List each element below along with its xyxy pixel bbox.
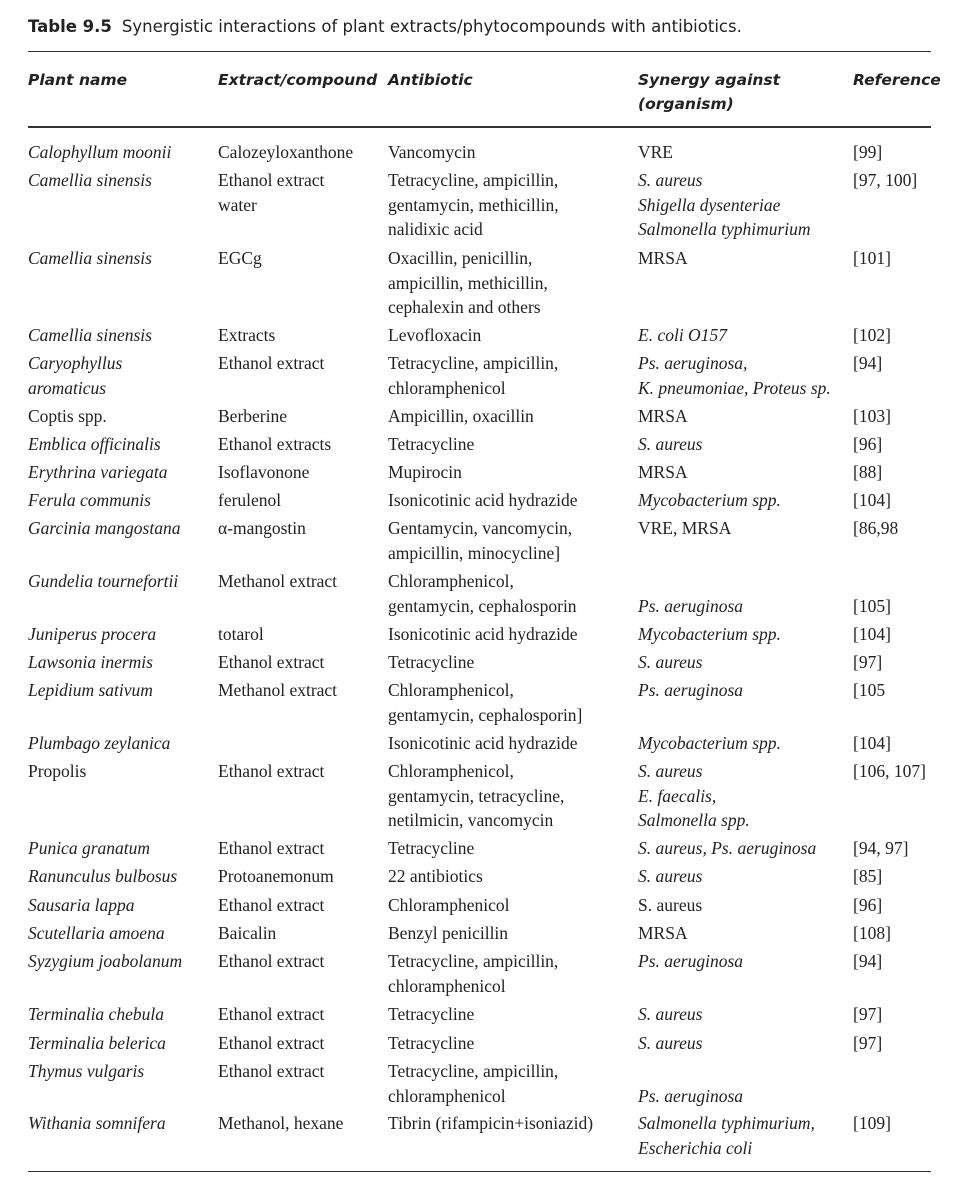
- bottom-rule: [28, 1171, 931, 1172]
- cell-line: Withania somnifera: [28, 1113, 166, 1133]
- cell-line: cephalexin and others: [388, 297, 541, 317]
- extract-cell: [218, 323, 275, 348]
- cell-line: S. aureus: [638, 1033, 703, 1053]
- cell-line: Tetracycline: [388, 838, 475, 858]
- cell-line: Tetracycline, ampicillin,: [388, 170, 559, 190]
- cell-line: Ps. aeruginosa: [638, 680, 743, 700]
- cell-line: Camellia sinensis: [28, 248, 152, 268]
- extract-cell: [218, 246, 262, 271]
- cell-line: Tetracycline: [388, 434, 475, 454]
- cell-line: EGCg: [218, 248, 262, 268]
- cell-line: Baicalin: [218, 923, 277, 943]
- cell-line: Berberine: [218, 406, 287, 426]
- extract-cell: [218, 921, 276, 946]
- table-number: Table 9.5: [28, 17, 112, 36]
- plant-name-cell: [28, 650, 153, 675]
- column-header-line: Plant name: [28, 71, 128, 89]
- plant-name-cell: [28, 1059, 144, 1084]
- reference-cell: [853, 488, 891, 513]
- column-header: [218, 68, 377, 92]
- antibiotic-cell: [388, 731, 578, 756]
- organism-cell: [638, 432, 703, 457]
- plant-name-cell: [28, 140, 171, 165]
- extract-cell: [218, 488, 281, 513]
- column-header-line: Antibiotic: [388, 71, 473, 89]
- extract-cell: [218, 168, 324, 217]
- cell-line: Tetracycline: [388, 652, 475, 672]
- cell-line: [97]: [853, 1004, 883, 1024]
- cell-line: Ps. aeruginosa: [638, 951, 743, 971]
- cell-line: K. pneumoniae, Proteus sp.: [638, 377, 831, 398]
- cell-line: Terminalia chebula: [28, 1004, 164, 1024]
- cell-line: MRSA: [638, 462, 688, 482]
- plant-name-cell: [28, 488, 151, 513]
- antibiotic-cell: [388, 351, 558, 400]
- cell-line: S. aureus, Ps. aeruginosa: [638, 838, 817, 858]
- plant-name-cell: [28, 622, 156, 647]
- cell-line: [102]: [853, 325, 891, 345]
- cell-line: Shigella dysenteriae: [638, 194, 781, 215]
- antibiotic-cell: [388, 949, 558, 998]
- antibiotic-cell: [388, 140, 475, 165]
- cell-line: Calozeyloxanthone: [218, 142, 354, 162]
- cell-line: [94, 97]: [853, 838, 909, 858]
- cell-line: gentamycin, tetracycline,: [388, 785, 565, 806]
- cell-line: [96]: [853, 434, 883, 454]
- antibiotic-cell: [388, 1002, 474, 1027]
- antibiotic-cell: [388, 168, 559, 242]
- cell-line: [105]: [853, 595, 891, 616]
- antibiotic-cell: [388, 246, 548, 320]
- cell-line: VRE, MRSA: [638, 518, 732, 538]
- cell-line: Vancomycin: [388, 142, 476, 162]
- cell-line: Mycobacterium spp.: [638, 624, 781, 644]
- cell-line: [94]: [853, 353, 883, 373]
- cell-line: Ethanol extract: [218, 761, 325, 781]
- cell-line: Tetracycline: [388, 1004, 475, 1024]
- organism-cell: [638, 488, 781, 513]
- cell-line: Protoanemonum: [218, 866, 334, 886]
- cell-line: [86,98: [853, 518, 899, 538]
- cell-line: Ethanol extract: [218, 652, 325, 672]
- plant-name-cell: [28, 323, 152, 348]
- cell-line: Ethanol extract: [218, 353, 325, 373]
- cell-line: [88]: [853, 462, 883, 482]
- extract-cell: [218, 759, 324, 784]
- reference-cell: [853, 893, 882, 918]
- cell-line: [638, 569, 743, 594]
- cell-line: E. coli O157: [638, 325, 727, 345]
- organism-cell: [638, 759, 750, 833]
- cell-line: Ethanol extract: [218, 1061, 325, 1081]
- extract-cell: [218, 351, 324, 376]
- plant-name-cell: [28, 1031, 166, 1056]
- plant-name-cell: [28, 836, 150, 861]
- cell-line: gentamycin, methicillin,: [388, 194, 559, 215]
- cell-line: Tetracycline, ampicillin,: [388, 353, 559, 373]
- cell-line: aromaticus: [28, 377, 107, 398]
- plant-name-cell: [28, 921, 165, 946]
- plant-name-cell: [28, 569, 178, 594]
- reference-cell: [853, 1111, 891, 1136]
- cell-line: Ethanol extract: [218, 895, 325, 915]
- reference-cell: [853, 168, 917, 193]
- cell-line: Chloramphenicol: [388, 895, 510, 915]
- cell-line: Mycobacterium spp.: [638, 490, 781, 510]
- organism-cell: [638, 516, 731, 541]
- organism-cell: [638, 921, 688, 946]
- cell-line: Isonicotinic acid hydrazide: [388, 624, 578, 644]
- cell-line: Ps. aeruginosa: [638, 595, 743, 616]
- column-header: [388, 68, 473, 92]
- cell-line: Chloramphenicol,: [388, 571, 514, 591]
- cell-line: Tetracycline: [388, 1033, 475, 1053]
- reference-cell: [853, 460, 882, 485]
- reference-cell: [853, 650, 882, 675]
- cell-line: [105: [853, 680, 886, 700]
- cell-line: chloramphenicol: [388, 377, 506, 398]
- cell-line: Isoflavonone: [218, 462, 310, 482]
- cell-line: MRSA: [638, 406, 688, 426]
- reference-cell: [853, 921, 891, 946]
- cell-line: Chloramphenicol,: [388, 680, 514, 700]
- cell-line: Gundelia tournefortii: [28, 571, 179, 591]
- extract-cell: [218, 140, 353, 165]
- cell-line: Chloramphenicol,: [388, 761, 514, 781]
- cell-line: Ethanol extract: [218, 951, 325, 971]
- cell-line: [218, 731, 222, 756]
- reference-cell: [853, 1002, 882, 1027]
- cell-line: Ethanol extract: [218, 1033, 325, 1053]
- cell-line: [104]: [853, 733, 891, 753]
- cell-line: totarol: [218, 624, 264, 644]
- extract-cell: [218, 1002, 324, 1027]
- reference-cell: [853, 140, 882, 165]
- cell-line: Oxacillin, penicillin,: [388, 248, 533, 268]
- reference-cell: [853, 836, 908, 861]
- cell-line: ampicillin, minocycline]: [388, 542, 561, 563]
- cell-line: Extracts: [218, 325, 276, 345]
- antibiotic-cell: [388, 460, 462, 485]
- cell-line: Calophyllum moonii: [28, 142, 172, 162]
- extract-cell: [218, 731, 222, 756]
- cell-line: Levofloxacin: [388, 325, 482, 345]
- cell-line: Escherichia coli: [638, 1137, 753, 1158]
- cell-line: Mycobacterium spp.: [638, 733, 781, 753]
- antibiotic-cell: [388, 921, 508, 946]
- organism-cell: [638, 246, 688, 271]
- organism-cell: [638, 323, 727, 348]
- extract-cell: [218, 460, 309, 485]
- cell-line: [97]: [853, 1033, 883, 1053]
- antibiotic-cell: [388, 650, 474, 675]
- organism-cell: [638, 1002, 703, 1027]
- cell-line: S. aureus: [638, 170, 703, 190]
- column-header: [853, 68, 941, 92]
- cell-line: [97]: [853, 652, 883, 672]
- antibiotic-cell: [388, 1059, 558, 1108]
- extract-cell: [218, 516, 306, 541]
- cell-line: [97, 100]: [853, 170, 918, 190]
- cell-line: S. aureus: [638, 434, 703, 454]
- antibiotic-cell: [388, 323, 481, 348]
- cell-line: MRSA: [638, 248, 688, 268]
- reference-cell: [853, 323, 891, 348]
- cell-line: Camellia sinensis: [28, 170, 152, 190]
- reference-cell: [853, 516, 898, 541]
- column-header-line: Extract/compound: [218, 71, 378, 89]
- reference-cell: [853, 569, 891, 618]
- antibiotic-cell: [388, 893, 510, 918]
- cell-line: Ferula communis: [28, 490, 151, 510]
- cell-line: Tetracycline, ampicillin,: [388, 951, 559, 971]
- cell-line: netilmicin, vancomycin: [388, 810, 554, 830]
- plant-name-cell: [28, 516, 180, 541]
- organism-cell: [638, 168, 811, 242]
- cell-line: [96]: [853, 895, 883, 915]
- antibiotic-cell: [388, 836, 474, 861]
- extract-cell: [218, 864, 334, 889]
- cell-line: Plumbago zeylanica: [28, 733, 171, 753]
- column-header-line: Synergy against: [638, 71, 781, 89]
- plant-name-cell: [28, 246, 152, 271]
- extract-cell: [218, 650, 324, 675]
- antibiotic-cell: [388, 622, 578, 647]
- plant-name-cell: [28, 404, 107, 429]
- column-header-line: Reference: [853, 71, 941, 89]
- cell-line: S. aureus: [638, 895, 703, 915]
- extract-cell: [218, 404, 287, 429]
- plant-name-cell: [28, 351, 122, 400]
- organism-cell: [638, 1111, 815, 1160]
- cell-line: [108]: [853, 923, 891, 943]
- antibiotic-cell: [388, 678, 582, 727]
- extract-cell: [218, 1059, 324, 1084]
- cell-line: nalidixic acid: [388, 219, 483, 239]
- cell-line: [99]: [853, 142, 883, 162]
- antibiotic-cell: [388, 404, 534, 429]
- reference-cell: [853, 1031, 882, 1056]
- cell-line: Ethanol extract: [218, 838, 325, 858]
- cell-line: Scutellaria amoena: [28, 923, 165, 943]
- organism-cell: [638, 404, 688, 429]
- plant-name-cell: [28, 432, 161, 457]
- cell-line: Erythrina variegata: [28, 462, 168, 482]
- plant-name-cell: [28, 1111, 166, 1136]
- extract-cell: [218, 949, 324, 974]
- cell-line: Benzyl penicillin: [388, 923, 509, 943]
- reference-cell: [853, 622, 891, 647]
- cell-line: Salmonella spp.: [638, 810, 750, 830]
- table-caption: [28, 17, 948, 36]
- column-header: [28, 68, 127, 92]
- antibiotic-cell: [388, 569, 577, 618]
- cell-line: Methanol, hexane: [218, 1113, 344, 1133]
- cell-line: Mupirocin: [388, 462, 462, 482]
- organism-cell: [638, 351, 831, 400]
- cell-line: Salmonella typhimurium,: [638, 1113, 815, 1133]
- cell-line: Camellia sinensis: [28, 325, 152, 345]
- cell-line: [94]: [853, 951, 883, 971]
- organism-cell: [638, 893, 702, 918]
- cell-line: Caryophyllus: [28, 353, 123, 373]
- plant-name-cell: [28, 731, 170, 756]
- cell-line: gentamycin, cephalosporin]: [388, 704, 583, 725]
- antibiotic-cell: [388, 1031, 474, 1056]
- cell-line: VRE: [638, 142, 673, 162]
- reference-cell: [853, 1059, 857, 1084]
- cell-line: S. aureus: [638, 761, 703, 781]
- cell-line: Ps. aeruginosa,: [638, 353, 748, 373]
- plant-name-cell: [28, 460, 168, 485]
- cell-line: chloramphenicol: [388, 1085, 506, 1106]
- cell-line: [638, 1059, 743, 1084]
- organism-cell: [638, 460, 688, 485]
- plant-name-cell: [28, 678, 153, 703]
- header-rule: [28, 126, 931, 128]
- reference-cell: [853, 404, 891, 429]
- reference-cell: [853, 351, 882, 376]
- organism-cell: [638, 569, 743, 618]
- organism-cell: [638, 836, 816, 861]
- cell-line: [104]: [853, 624, 891, 644]
- organism-cell: [638, 1059, 743, 1108]
- organism-cell: [638, 622, 781, 647]
- antibiotic-cell: [388, 432, 474, 457]
- organism-cell: [638, 864, 703, 889]
- cell-line: [85]: [853, 866, 883, 886]
- cell-line: α-mangostin: [218, 518, 306, 538]
- extract-cell: [218, 432, 331, 457]
- cell-line: gentamycin, cephalosporin: [388, 595, 577, 616]
- column-header: [638, 68, 780, 116]
- cell-line: Juniperus procera: [28, 624, 157, 644]
- cell-line: Syzygium joabolanum: [28, 951, 183, 971]
- antibiotic-cell: [388, 864, 483, 889]
- reference-cell: [853, 864, 882, 889]
- cell-line: Lepidium sativum: [28, 680, 153, 700]
- cell-line: Thymus vulgaris: [28, 1061, 145, 1081]
- cell-line: Coptis spp.: [28, 406, 107, 426]
- cell-line: Punica granatum: [28, 838, 151, 858]
- cell-line: Isonicotinic acid hydrazide: [388, 490, 578, 510]
- cell-line: E. faecalis,: [638, 785, 717, 806]
- antibiotic-cell: [388, 1111, 593, 1136]
- cell-line: Ps. aeruginosa: [638, 1085, 743, 1106]
- plant-name-cell: [28, 759, 86, 784]
- reference-cell: [853, 678, 885, 703]
- cell-line: Propolis: [28, 761, 87, 781]
- cell-line: [106, 107]: [853, 761, 926, 781]
- cell-line: Tetracycline, ampicillin,: [388, 1061, 559, 1081]
- cell-line: ferulenol: [218, 490, 282, 510]
- table-caption-text: Synergistic interactions of plant extracts/phytocompounds with antibiotics.: [121, 17, 742, 36]
- cell-line: S. aureus: [638, 652, 703, 672]
- cell-line: MRSA: [638, 923, 688, 943]
- cell-line: Ranunculus bulbosus: [28, 866, 178, 886]
- cell-line: Gentamycin, vancomycin,: [388, 518, 573, 538]
- cell-line: S. aureus: [638, 866, 703, 886]
- cell-line: ampicillin, methicillin,: [388, 272, 548, 293]
- cell-line: Methanol extract: [218, 680, 338, 700]
- reference-cell: [853, 949, 882, 974]
- cell-line: Tibrin (rifampicin+isoniazid): [388, 1113, 594, 1133]
- antibiotic-cell: [388, 759, 564, 833]
- reference-cell: [853, 731, 891, 756]
- extract-cell: [218, 569, 337, 594]
- cell-line: Ethanol extract: [218, 1004, 325, 1024]
- organism-cell: [638, 1031, 703, 1056]
- plant-name-cell: [28, 168, 152, 193]
- reference-cell: [853, 246, 891, 271]
- cell-line: [101]: [853, 248, 891, 268]
- cell-line: chloramphenicol: [388, 975, 506, 996]
- extract-cell: [218, 678, 337, 703]
- reference-cell: [853, 759, 926, 784]
- cell-line: [103]: [853, 406, 891, 426]
- antibiotic-cell: [388, 516, 572, 565]
- extract-cell: [218, 622, 264, 647]
- plant-name-cell: [28, 864, 177, 889]
- organism-cell: [638, 678, 743, 703]
- reference-cell: [853, 432, 882, 457]
- cell-line: [104]: [853, 490, 891, 510]
- cell-line: water: [218, 194, 257, 215]
- organism-cell: [638, 949, 743, 974]
- cell-line: Methanol extract: [218, 571, 338, 591]
- cell-line: Terminalia belerica: [28, 1033, 166, 1053]
- cell-line: Ethanol extracts: [218, 434, 332, 454]
- cell-line: Ethanol extract: [218, 170, 325, 190]
- extract-cell: [218, 893, 324, 918]
- cell-line: Sausaria lappa: [28, 895, 135, 915]
- cell-line: [853, 1059, 857, 1084]
- antibiotic-cell: [388, 488, 578, 513]
- cell-line: Ampicillin, oxacillin: [388, 406, 534, 426]
- cell-line: S. aureus: [638, 1004, 703, 1024]
- cell-line: Salmonella typhimurium: [638, 219, 811, 239]
- cell-line: [853, 569, 891, 594]
- cell-line: Garcinia mangostana: [28, 518, 181, 538]
- plant-name-cell: [28, 893, 134, 918]
- extract-cell: [218, 1031, 324, 1056]
- cell-line: 22 antibiotics: [388, 866, 483, 886]
- plant-name-cell: [28, 1002, 164, 1027]
- organism-cell: [638, 650, 703, 675]
- extract-cell: [218, 1111, 343, 1136]
- top-rule: [28, 51, 931, 52]
- cell-line: Lawsonia inermis: [28, 652, 153, 672]
- organism-cell: [638, 731, 781, 756]
- cell-line: Isonicotinic acid hydrazide: [388, 733, 578, 753]
- extract-cell: [218, 836, 324, 861]
- column-header-line: (organism): [638, 95, 734, 113]
- cell-line: Emblica officinalis: [28, 434, 161, 454]
- plant-name-cell: [28, 949, 182, 974]
- organism-cell: [638, 140, 673, 165]
- cell-line: [109]: [853, 1113, 891, 1133]
